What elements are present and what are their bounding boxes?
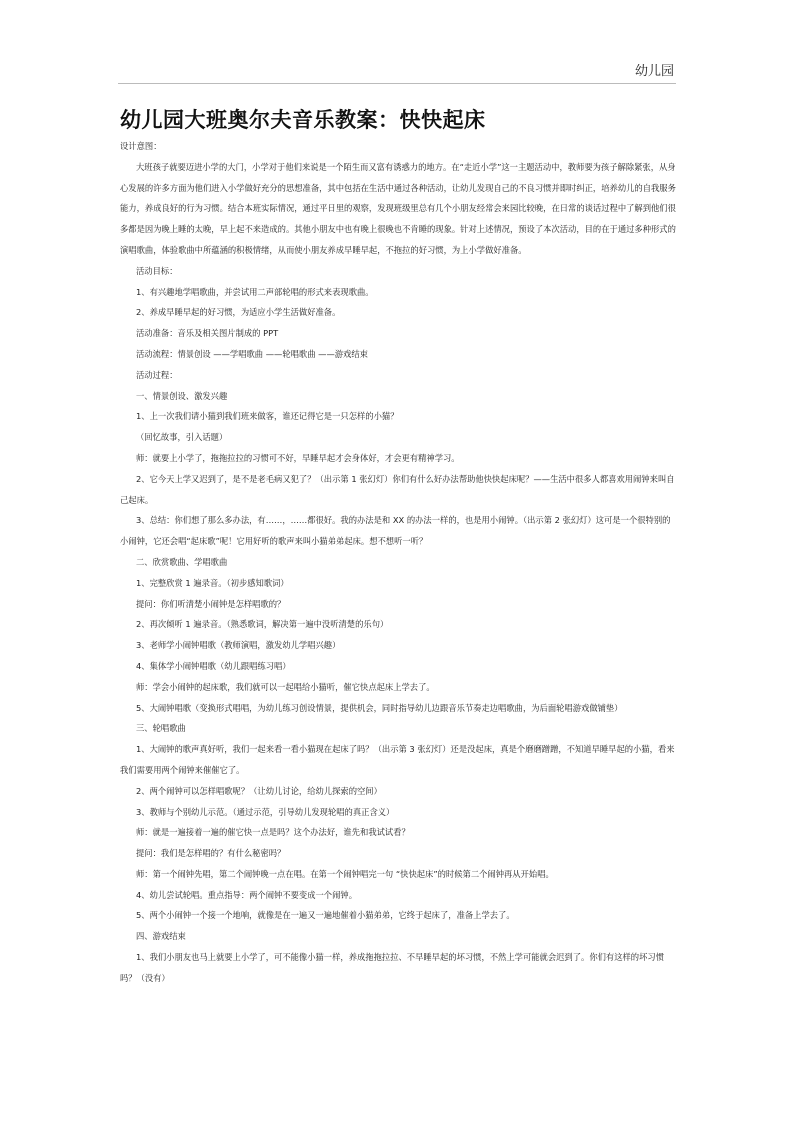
paragraph: 师：学会小闹钟的起床歌，我们就可以一起唱给小猫听，催它快点起床上学去了。 <box>136 681 435 692</box>
paragraph: 活动流程：情景创设 ——学唱歌曲 ——轮唱歌曲 ——游戏结束 <box>136 348 368 359</box>
list-item: 4、幼儿尝试轮唱。重点指导：两个闹钟不要变成一个闹钟。 <box>136 889 357 900</box>
list-item: 1、上一次我们请小猫到我们班来做客，谁还记得它是一只怎样的小猫？ <box>136 411 399 422</box>
list-item: 3、总结：你们想了那么多办法，有……，……都很好。我的办法是和 XX 的办法一样的，也是用小闹钟。（出示第 2 张幻灯）这可是一个很特别的小闹钟，它还会唱“起床歌”呢！它用好听的歌声来叫小猫弟弟起床。想不想听一听？ <box>120 515 671 547</box>
document-body <box>120 136 676 989</box>
section-label: 活动目标： <box>136 265 178 276</box>
section-label: 设计意图： <box>120 141 162 151</box>
list-item: 1、我们小朋友也马上就要上小学了，可不能像小猫一样，养成拖拖拉拉、不早睡早起的坏习惯，不然上学可能就会迟到了。你们有这样的坏习惯吗？（没有） <box>120 952 664 983</box>
list-item: 4、集体学小闹钟唱歌（幼儿跟唱练习唱） <box>136 660 291 671</box>
list-item: 2、养成早睡早起的好习惯，为适应小学生活做好准备。 <box>136 307 341 318</box>
list-item: 5、大闹钟唱歌（变换形式唱唱，为幼儿练习创设情景，提供机会，同时指导幼儿边跟音乐节奏走边唱歌曲，为后面轮唱游戏做铺垫） <box>136 702 623 713</box>
header-divider <box>118 83 676 84</box>
section-heading: 四、游戏结束 <box>136 931 186 942</box>
paragraph: 大班孩子就要迈进小学的大门，小学对于他们来说是一个陌生而又富有诱惑力的地方。在“走近小学”这一主题活动中，教师要为孩子解除紧张，从身心发展的许多方面为他们进入小学做好充分的思想准备，其中包括在生活中通过各种活动，让幼儿发现自己的不良习惯并即时纠正，培养幼儿的自我服务能力，养成良好的行为习惯。结合本班实际情况，通过平日里的观察，发现班级里总有几个小朋友经常会来园比较晚，在日常的谈话过程中了解到他们很多都是因为晚上睡的太晚，早上起不来造成的。其他小朋友中也有晚上很晚也不肯睡的现象。针对上述情况，预设了本次活动，目的在于通过多种形式的演唱歌曲，体验歌曲中所蕴涵的积极情绪，从而使小朋友养成早睡早起，不拖拉的好习惯，为上小学做好准备。 <box>120 161 676 255</box>
list-item: 3、老师学小闹钟唱歌（教师演唱，激发幼儿学唱兴趣） <box>136 640 341 651</box>
section-heading: 三、轮唱歌曲 <box>136 723 186 734</box>
paragraph: 师：就是一遍接着一遍的催它快一点是吗？这个办法好，谁先和我试试看？ <box>136 827 410 838</box>
list-item: 2、两个闹钟可以怎样唱歌呢？（让幼儿讨论，给幼儿探索的空间） <box>136 785 382 796</box>
document-title: 幼儿园大班奥尔夫音乐教案：快快起床 <box>120 108 486 132</box>
list-item: 2、再次倾听 1 遍录音。（熟悉歌词，解决第一遍中没听清楚的乐句） <box>136 619 389 630</box>
list-item: 1、有兴趣地学唱歌曲，并尝试用二声部轮唱的形式来表现歌曲。 <box>136 286 374 297</box>
list-item: 2、它今天上学又迟到了，是不是老毛病又犯了？（出示第 1 张幻灯）你们有什么好办法帮助他快快起床呢？——生活中很多人都喜欢用闹钟来叫自己起床。 <box>120 473 675 505</box>
header-text: 幼儿园 <box>634 64 674 79</box>
list-item: 1、大闹钟的歌声真好听，我们一起来看一看小猫现在起床了吗？（出示第 3 张幻灯）还是没起床，真是个磨磨蹭蹭，不知道早睡早起的小猫，看来我们需要用两个闹钟来催催它了。 <box>120 744 675 775</box>
section-label: 活动过程： <box>136 369 178 380</box>
section-heading: 二、欣赏歌曲、学唱歌曲 <box>136 556 228 567</box>
paragraph: 师：第一个闹钟先唱，第二个闹钟晚一点在唱。在第一个闹钟唱完一句 “快快起床”的时候第二个闹钟再从开始唱。 <box>136 868 554 879</box>
list-item: 5、两个小闹钟一个接一个地响，就像是在一遍又一遍地催着小猫弟弟，它终于起床了，准备上学去了。 <box>136 910 515 921</box>
section-heading: 一、情景创设、激发兴趣 <box>136 390 228 401</box>
paragraph: 师：就要上小学了，拖拖拉拉的习惯可不好，早睡早起才会身体好，才会更有精神学习。 <box>136 452 460 463</box>
paragraph: 提问：你们听清楚小闹钟是怎样唱歌的？ <box>136 598 286 609</box>
list-item: 3、教师与个别幼儿示范。（通过示范，引导幼儿发现轮唱的真正含义） <box>136 806 395 817</box>
paragraph: （回忆故事，引入话题） <box>136 432 228 443</box>
list-item: 1、完整欣赏 1 遍录音。（初步感知歌词） <box>136 577 289 588</box>
paragraph: 活动准备：音乐及相关图片制成的 PPT <box>136 328 279 339</box>
paragraph: 提问：我们是怎样唱的？有什么秘密吗？ <box>136 848 286 859</box>
